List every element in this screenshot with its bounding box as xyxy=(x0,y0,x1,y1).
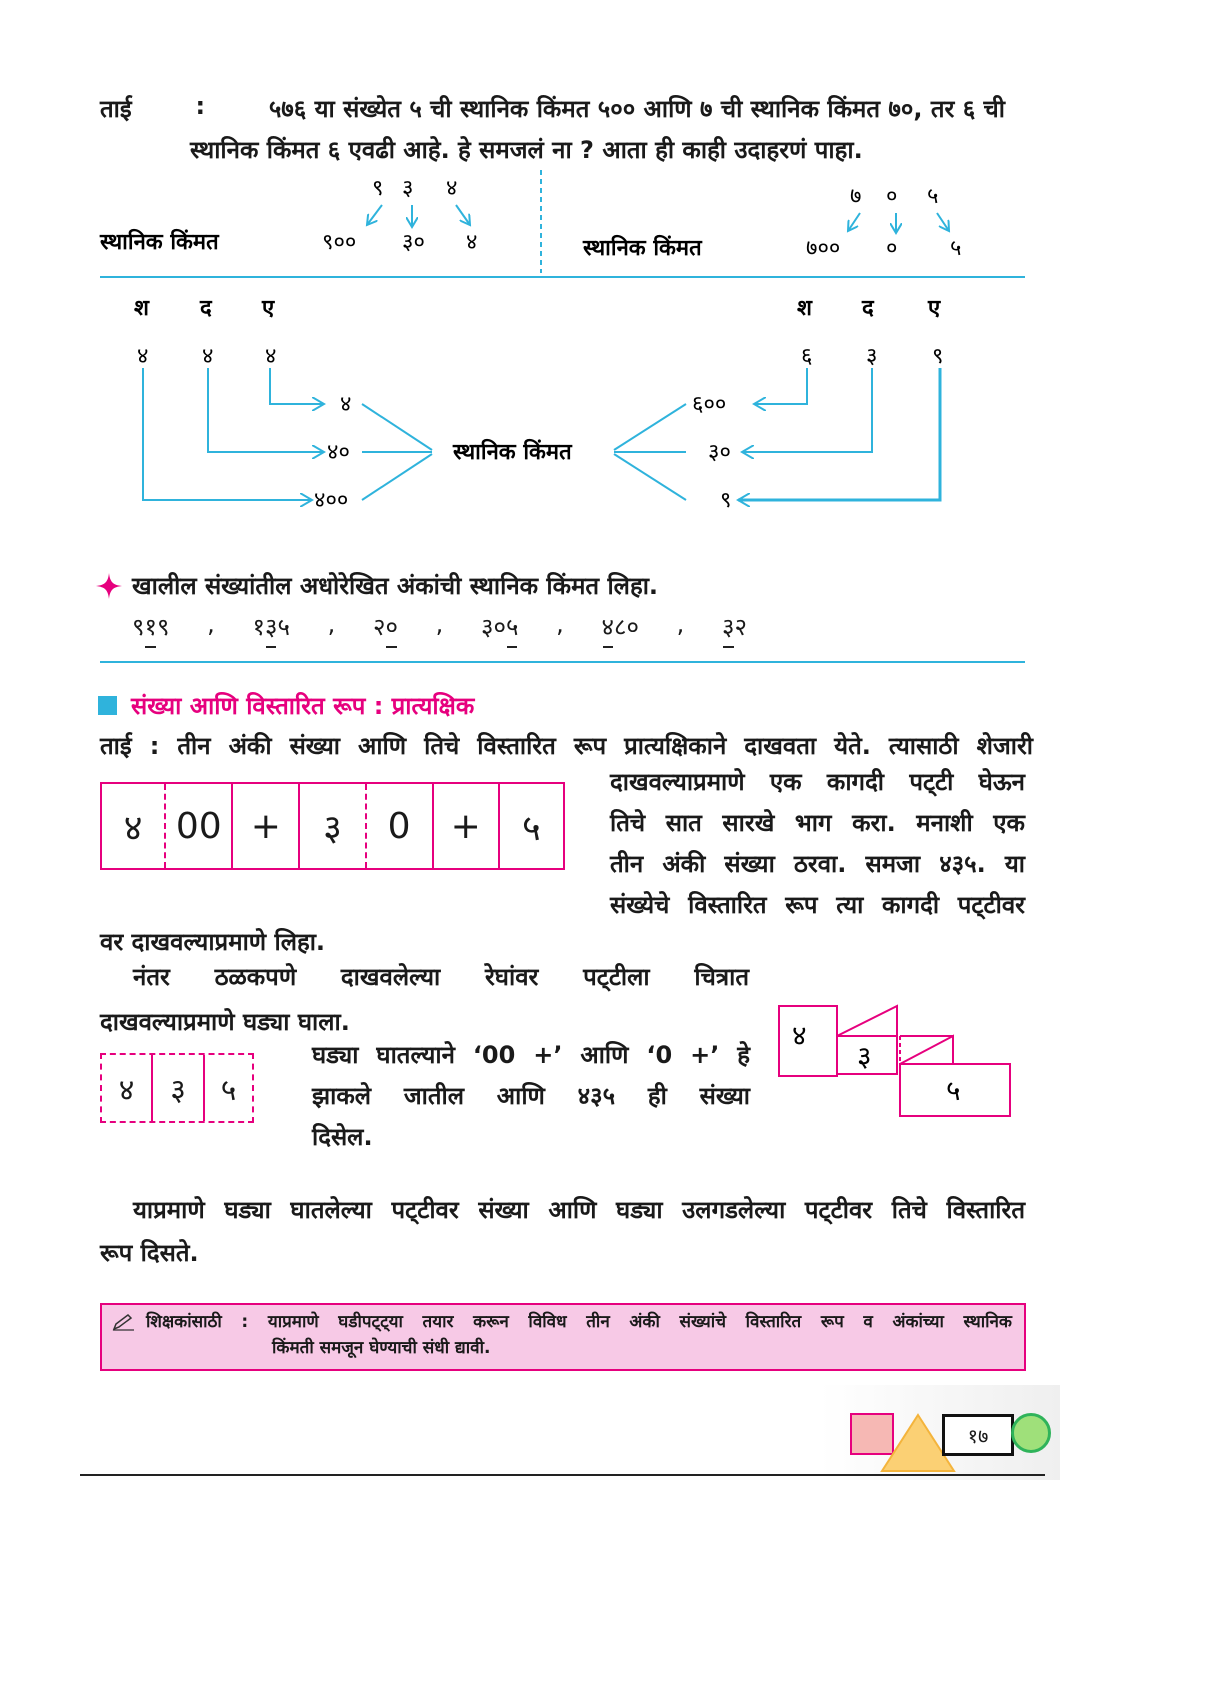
folded-line: घड्या घातल्याने ‘00 +’ आणि ‘0 +’ हे xyxy=(312,1041,750,1069)
right-digit: ३ xyxy=(866,344,878,369)
folded-line: झाकले जातील आणि ४३५ ही संख्या xyxy=(312,1082,750,1110)
left-connector xyxy=(143,368,312,500)
exercise-numbers xyxy=(132,610,747,643)
separator: , xyxy=(327,610,336,638)
exercise-number: ९१९ xyxy=(132,613,170,641)
page-number: १७ xyxy=(967,1423,989,1448)
left-connector xyxy=(270,368,324,404)
footer-rule xyxy=(80,1474,1045,1476)
circle-shape-icon xyxy=(1011,1413,1051,1453)
separator: , xyxy=(207,610,215,638)
conclusion-line-1: याप्रमाणे घड्या घातलेल्या पट्‌टीवर संख्या आणि घड्या उलगडलेल्या पट्‌टीवर तिचे विस्तारित xyxy=(133,1196,1025,1224)
place-header-tens: द xyxy=(862,296,874,321)
example-left-digit: ४ xyxy=(446,176,458,201)
example-right-digit: ५ xyxy=(927,184,939,209)
left-value: ४०० xyxy=(314,488,349,513)
intro-text-1: ५७६ या संख्येत ५ ची स्थानिक किंमत ५०० आणि ७ ची स्थानिक किंमत ७०, तर ६ ची xyxy=(268,95,1005,123)
underlined-digit: १ xyxy=(144,613,157,641)
underlined-digit: ० xyxy=(385,613,398,641)
paragraph-line: संख्येचे विस्तारित रूप त्या कागदी पट्‌टीवर xyxy=(610,891,1025,919)
left-digit: ४ xyxy=(137,344,149,369)
separator: , xyxy=(676,610,685,638)
example-left-value: ३० xyxy=(402,230,425,255)
teacher-note-line-2: किंमती समजून घेण्याची संधी द्यावी. xyxy=(272,1338,491,1358)
left-digit: ४ xyxy=(202,344,214,369)
folded-paragraph xyxy=(312,1035,750,1158)
strip-cell: + xyxy=(233,784,300,868)
example-right-value: ५ xyxy=(950,236,962,261)
folded-strip xyxy=(100,1053,254,1123)
right-value: ९ xyxy=(720,488,732,513)
left-value: ४ xyxy=(340,392,352,417)
paragraph-line: तिचे सात सारखे भाग करा. मनाशी एक xyxy=(610,809,1025,837)
section-divider xyxy=(100,661,1025,663)
strip-cell: + xyxy=(434,784,500,868)
exercise-instruction: खालील संख्यांतील अधोरेखित अंकांची स्थानिक किंमत लिहा. xyxy=(132,572,659,600)
paragraph-last-line: वर दाखवल्याप्रमाणे लिहा. xyxy=(100,928,326,956)
example-right-arrow xyxy=(848,213,860,231)
example-right-digit: ७ xyxy=(850,184,862,209)
example-right-digit: ० xyxy=(886,184,898,209)
underlined-digit: ३ xyxy=(722,613,735,641)
exercise-instruction-row xyxy=(96,569,658,602)
folded-cell: ४ xyxy=(102,1055,153,1121)
example-right-label: स्थानिक किंमत xyxy=(583,236,702,261)
underlined-digit: ३ xyxy=(264,613,278,641)
example-left-arrow xyxy=(367,205,382,225)
fold-instruction-1: नंतर ठळकपणे दाखवलेल्या रेघांवर पट्‌टीला चित्रात xyxy=(133,963,749,991)
underlined-digit: ५ xyxy=(505,613,519,641)
expanded-form-strip xyxy=(100,782,565,870)
place-value-diagram xyxy=(0,285,1211,525)
strip-cell: ४ xyxy=(102,784,166,868)
page-number-box xyxy=(942,1414,1014,1456)
paragraph-line: तीन अंकी संख्या ठरवा. समजा ४३५. या xyxy=(610,850,1025,878)
conclusion-line-2: रूप दिसते. xyxy=(100,1239,199,1267)
right-value: ३० xyxy=(708,440,731,465)
section-heading-row xyxy=(98,689,474,722)
fold-demo-digit: ३ xyxy=(857,1040,872,1073)
left-digit: ४ xyxy=(265,344,277,369)
place-header-tens: द xyxy=(200,296,212,321)
star-bullet-icon xyxy=(96,573,122,599)
fold-demo-digit: ४ xyxy=(792,1019,807,1052)
example-left-digit: ९ xyxy=(372,176,384,201)
folded-cell: ५ xyxy=(220,1072,237,1108)
exercise-number: २० xyxy=(373,613,398,641)
folded-line: दिसेल. xyxy=(312,1123,373,1151)
example-left-arrow xyxy=(456,205,470,225)
square-bullet-icon xyxy=(98,696,117,715)
separator: , xyxy=(435,610,444,638)
right-connector xyxy=(738,368,940,500)
place-header-ones: ए xyxy=(262,296,275,321)
pencil-icon xyxy=(112,1313,136,1331)
left-converge-line xyxy=(362,404,432,450)
demo-paragraph xyxy=(610,762,1025,926)
strip-cell: ३ xyxy=(300,784,366,868)
example-right-value: ७०० xyxy=(806,236,841,261)
section-divider xyxy=(100,276,1025,278)
strip-cell: 0 xyxy=(367,784,434,868)
right-digit: ६ xyxy=(801,344,813,369)
left-connector xyxy=(208,368,324,452)
fold-demo-digit: ५ xyxy=(946,1074,961,1107)
example-left-label: स्थानिक किंमत xyxy=(100,230,219,255)
paragraph-line: दाखवल्याप्रमाणे एक कागदी पट्‌टी घेऊन xyxy=(610,768,1025,796)
right-converge-line xyxy=(614,404,686,450)
fold-demo-illustration xyxy=(770,1000,1020,1130)
center-label: स्थानिक किंमत xyxy=(453,440,572,465)
teacher-note-content xyxy=(112,1309,1012,1361)
intro-line-1: ताई : ५७६ या संख्येत ५ ची स्थानिक किंमत ५०० आणि ७ ची स्थानिक किंमत ७०, तर ६ ची xyxy=(100,92,1005,123)
strip-cell: 00 xyxy=(166,784,233,868)
left-converge-line xyxy=(362,454,432,500)
section-heading: संख्या आणि विस्तारित रूप : प्रात्यक्षिक xyxy=(131,692,475,720)
intro-speaker: ताई xyxy=(100,95,132,123)
right-connector xyxy=(754,368,807,404)
exercise-number: ४८० xyxy=(601,613,639,641)
left-value: ४० xyxy=(327,440,350,465)
example-left-digit: ३ xyxy=(402,176,414,201)
example-right-value: ० xyxy=(886,236,898,261)
example-right-arrow xyxy=(937,213,949,231)
right-digit: ९ xyxy=(932,344,944,369)
example-left-value: ९०० xyxy=(322,230,357,255)
exercise-number: १३५ xyxy=(252,613,290,641)
section-intro: ताई : तीन अंकी संख्या आणि तिचे विस्तारित रूप प्रात्यक्षिकाने दाखवता येते. त्यासाठी शेजारी xyxy=(100,732,1033,760)
example-left-value: ४ xyxy=(466,230,478,255)
exercise-number: ३०५ xyxy=(481,613,519,641)
teacher-note-line-1: शिक्षकांसाठी : याप्रमाणे घडीपट्ट्या तयार करून विविध तीन अंकी संख्यांचे विस्तारित रूप व अंकांच्या स्थानिक xyxy=(146,1312,1012,1332)
folded-cell: ३ xyxy=(153,1055,205,1121)
right-converge-line xyxy=(614,454,686,500)
place-header-hundreds: श xyxy=(134,296,149,321)
right-value: ६०० xyxy=(692,392,727,417)
separator: , xyxy=(556,610,564,638)
intro-line-2: स्थानिक किंमत ६ एवढी आहे. हे समजलं ना ? आता ही काही उदाहरणं पाहा. xyxy=(190,136,863,164)
strip-cell: ५ xyxy=(522,807,541,849)
exercise-number: ३२ xyxy=(722,613,747,641)
fold-instruction-2: दाखवल्याप्रमाणे घड्या घाला. xyxy=(100,1008,350,1036)
place-header-ones: ए xyxy=(928,296,941,321)
underlined-digit: ४ xyxy=(601,613,614,641)
place-header-hundreds: श xyxy=(797,296,812,321)
